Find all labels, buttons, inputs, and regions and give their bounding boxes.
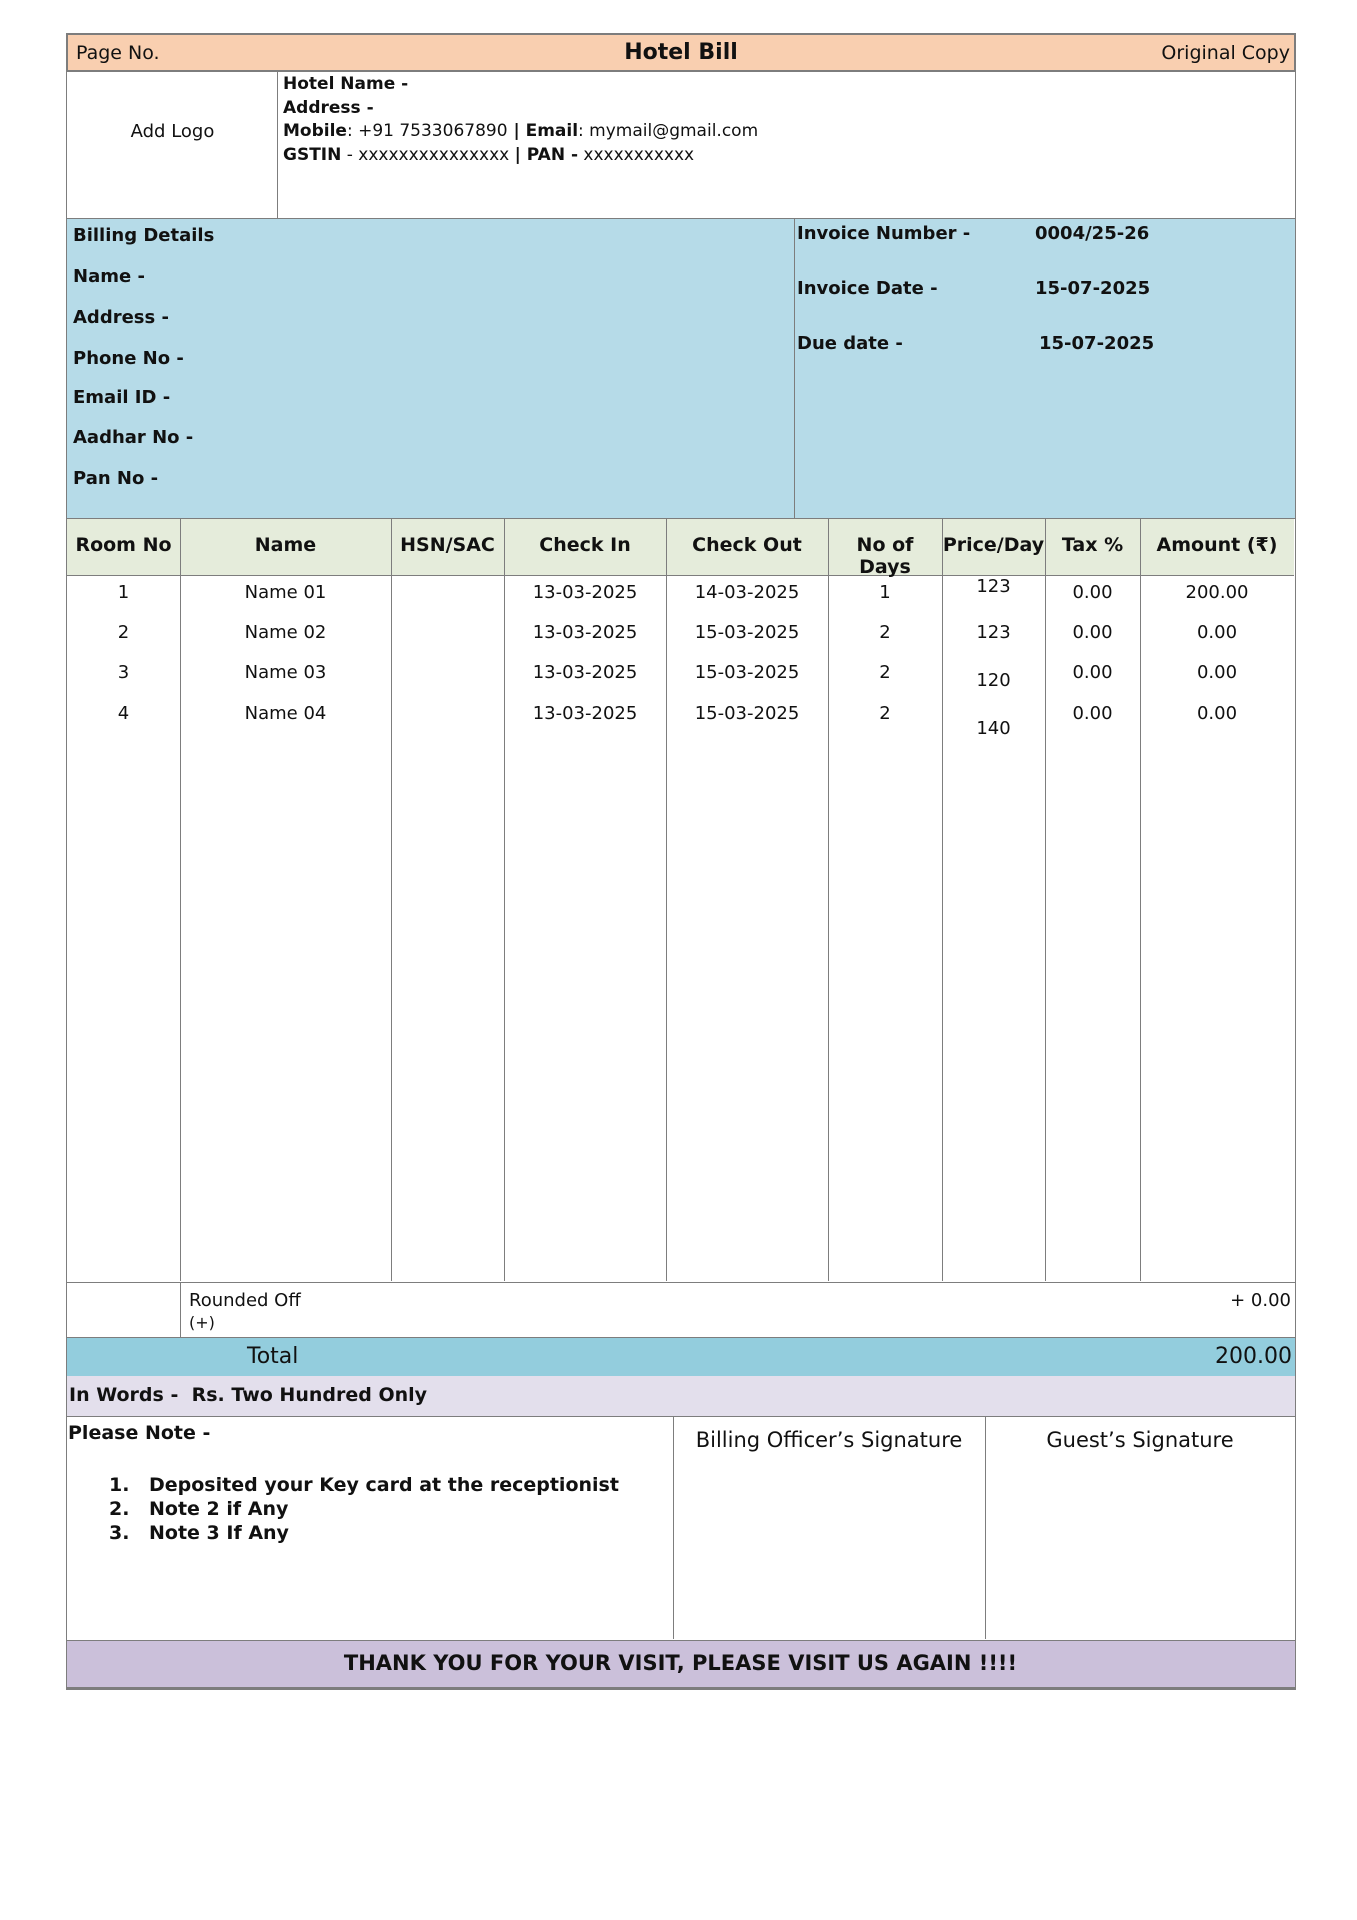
note-number: 2. (109, 1498, 130, 1520)
separator: | (507, 121, 526, 141)
cell-tax: 0.00 (1072, 703, 1113, 724)
billing-heading: Billing Details (73, 225, 215, 246)
logo-placeholder[interactable] (67, 71, 278, 218)
page-title: Hotel Bill (624, 40, 738, 65)
gstin-value: - xxxxxxxxxxxxxxx (341, 144, 515, 165)
billing-name-field: Name - (73, 266, 145, 287)
cell-price-per-day: 120 (976, 670, 1011, 691)
cell-amount: 0.00 (1196, 703, 1238, 724)
cell-room-no: 1 (117, 582, 130, 603)
amount-in-words (69, 1384, 427, 1406)
billing-aadhar-field: Aadhar No - (73, 427, 194, 448)
amount-in-words-row (66, 1376, 1296, 1417)
cell-name: Name 04 (244, 703, 327, 724)
cell-amount: 200.00 (1185, 582, 1249, 603)
billing-email-field: Email ID - (73, 387, 171, 408)
pan-value: xxxxxxxxxxx (578, 144, 695, 165)
hotel-contact-line (283, 120, 758, 144)
billing-pan-field: Pan No - (73, 468, 159, 489)
note-number: 1. (109, 1474, 130, 1496)
rounded-off-row (66, 1282, 1296, 1338)
due-date-label: Due date - (797, 333, 903, 354)
pan-label: PAN - (520, 144, 579, 165)
cell-room-no: 3 (117, 662, 130, 683)
copy-type-label: Original Copy (1161, 42, 1290, 64)
invoice-date-value: 15-07-2025 (1035, 278, 1151, 299)
cell-check-in: 13-03-2025 (532, 622, 638, 643)
col-header-tax-percent: Tax % (1061, 534, 1124, 556)
cell-price-per-day: 140 (976, 718, 1011, 739)
billing-address-field: Address - (73, 307, 169, 328)
notes-heading: Please Note - (68, 1422, 211, 1444)
thank-you-message: THANK YOU FOR YOUR VISIT, PLEASE VISIT US AGAIN !!!! (343, 1651, 1018, 1675)
table-header-row (67, 519, 1294, 576)
cell-name: Name 01 (244, 582, 327, 603)
list-item (109, 1521, 619, 1545)
note-text: Note 2 if Any (149, 1498, 289, 1520)
cell-name: Name 02 (244, 622, 327, 643)
in-words-label: In Words - (69, 1384, 179, 1406)
thank-you-footer (66, 1640, 1296, 1690)
notes-signature-section (66, 1416, 1296, 1641)
gstin-label: GSTIN (283, 144, 342, 165)
cell-tax: 0.00 (1072, 662, 1113, 683)
col-header-name: Name (254, 534, 317, 556)
invoice-number-value: 0004/25-26 (1035, 223, 1150, 244)
rounded-off-sign: (+) (189, 1313, 215, 1332)
items-table (66, 518, 1296, 1283)
col-header-check-out: Check Out (692, 534, 802, 556)
column-divider (391, 519, 392, 1281)
guest-signature-label: Guest’s Signature (1046, 1428, 1234, 1452)
mobile-label: Mobile (283, 121, 347, 141)
cell-days: 2 (879, 622, 891, 643)
cell-amount: 0.00 (1196, 662, 1238, 683)
note-text: Deposited your Key card at the receptionist (149, 1474, 619, 1496)
cell-check-in: 13-03-2025 (532, 703, 638, 724)
hotel-tax-line (283, 144, 758, 168)
billing-phone-field: Phone No - (73, 348, 184, 369)
add-logo-label: Add Logo (130, 121, 215, 142)
col-header-amount: Amount (₹) (1156, 534, 1278, 556)
column-divider (180, 1282, 181, 1337)
hotel-address-label: Address - (283, 97, 374, 118)
total-value: 200.00 (1215, 1344, 1292, 1369)
note-number: 3. (109, 1522, 130, 1544)
list-item (109, 1497, 619, 1521)
mobile-value: : +91 7533067890 (346, 121, 508, 141)
rounded-off-value: + 0.00 (1230, 1290, 1291, 1311)
cell-check-out: 14-03-2025 (694, 582, 800, 603)
list-item (109, 1473, 619, 1497)
cell-check-in: 13-03-2025 (532, 582, 638, 603)
hotel-info-section (66, 71, 1296, 219)
cell-room-no: 4 (117, 703, 130, 724)
in-words-value: Rs. Two Hundred Only (191, 1384, 428, 1406)
cell-days: 1 (879, 582, 891, 603)
cell-room-no: 2 (117, 622, 130, 643)
notes-list (109, 1473, 619, 1545)
cell-tax: 0.00 (1072, 622, 1113, 643)
page-number-label: Page No. (76, 42, 160, 64)
hotel-name-label: Hotel Name - (283, 74, 409, 94)
cell-tax: 0.00 (1072, 582, 1113, 603)
cell-check-out: 15-03-2025 (694, 703, 800, 724)
col-header-no-of-days: No of Days (856, 534, 914, 578)
col-header-room-no: Room No (75, 534, 172, 556)
due-date-value: 15-07-2025 (1039, 333, 1155, 354)
separator: | (514, 144, 521, 165)
cell-name: Name 03 (244, 662, 327, 683)
total-row (66, 1337, 1296, 1377)
cell-check-out: 15-03-2025 (694, 662, 800, 683)
billing-divider (794, 219, 795, 518)
bill-header-bar (66, 33, 1296, 72)
billing-details-section (66, 218, 1296, 519)
cell-amount: 0.00 (1196, 622, 1238, 643)
note-text: Note 3 If Any (149, 1522, 289, 1544)
cell-check-in: 13-03-2025 (532, 662, 638, 683)
cell-days: 2 (879, 703, 891, 724)
cell-days: 2 (879, 662, 891, 683)
invoice-number-label: Invoice Number - (797, 223, 971, 244)
col-header-price-per-day: Price/Day (942, 534, 1045, 556)
email-label: Email (525, 121, 579, 141)
hotel-details (283, 73, 758, 167)
email-value: : mymail@gmail.com (578, 121, 759, 141)
cell-price-per-day: 123 (976, 576, 1011, 597)
billing-officer-signature-label: Billing Officer’s Signature (695, 1428, 963, 1452)
cell-price-per-day: 123 (976, 622, 1011, 643)
cell-check-out: 15-03-2025 (694, 622, 800, 643)
total-label: Total (247, 1344, 299, 1369)
rounded-off-label: Rounded Off (189, 1290, 301, 1311)
invoice-date-label: Invoice Date - (797, 278, 938, 299)
col-header-check-in: Check In (539, 534, 631, 556)
col-header-hsn-sac: HSN/SAC (400, 534, 495, 556)
